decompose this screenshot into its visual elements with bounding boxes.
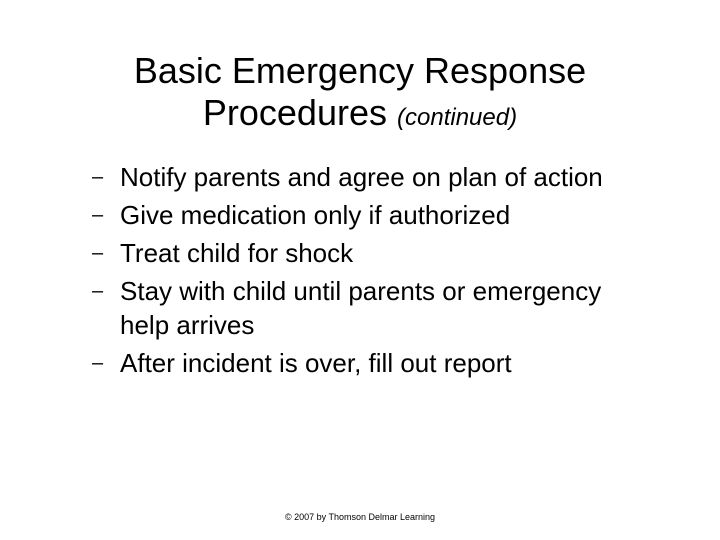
bullet-item-stay-with-child: [92, 272, 672, 344]
bullet-list: [92, 158, 672, 382]
title-suffix: (continued): [397, 104, 518, 131]
bullet-text: Stay with child until parents or emergency: [120, 276, 602, 306]
slide-title: [0, 50, 720, 139]
bullet-text-continuation: help arrives: [120, 310, 255, 340]
bullet-dash: –: [92, 352, 104, 374]
bullet-item-fill-report: [92, 344, 672, 382]
bullet-text: Give medication only if authorized: [120, 200, 511, 230]
bullet-text: Notify parents and agree on plan of action: [120, 162, 603, 192]
bullet-item-treat-shock: [92, 234, 672, 272]
bullet-dash: –: [92, 166, 104, 188]
title-line-1: Basic Emergency Response: [133, 50, 587, 91]
bullet-item-notify-parents: [92, 158, 672, 196]
bullet-text: After incident is over, fill out report: [120, 348, 512, 378]
title-main-word: Procedures: [202, 92, 387, 133]
bullet-dash: –: [92, 242, 104, 264]
bullet-dash: –: [92, 204, 104, 226]
copyright-footer: © 2007 by Thomson Delmar Learning: [284, 512, 436, 522]
title-line-2: [0, 92, 720, 139]
bullet-item-give-medication: [92, 196, 672, 234]
bullet-text: Treat child for shock: [120, 238, 354, 268]
bullet-dash: –: [92, 280, 104, 302]
